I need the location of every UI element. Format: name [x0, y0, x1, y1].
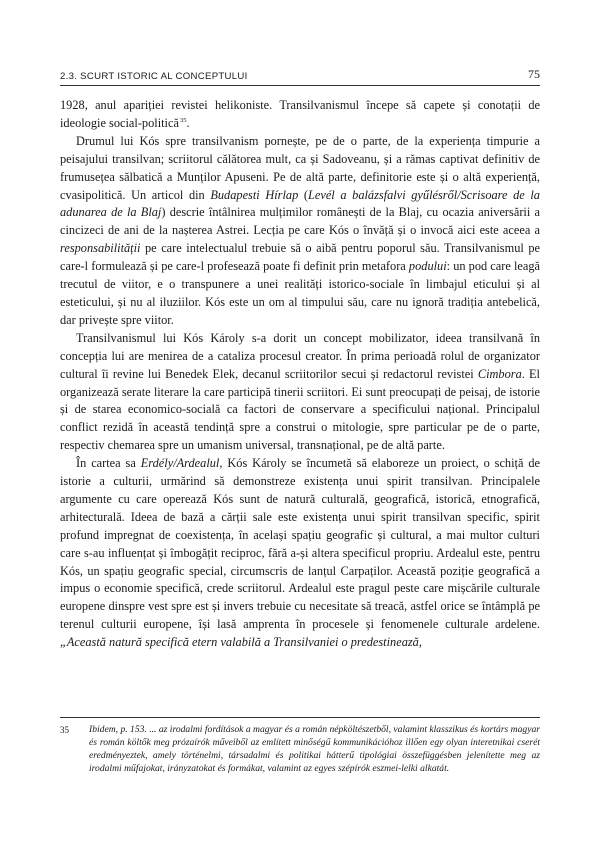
footnote-text: Ibidem, p. 153. ... az irodalmi fordítások a magyar és a román népköltészetből, valamint klasszikus és kortárs magyar és román költők meg prózaírók műveiből az említett minőségű kommunikációhoz illően egy olyan interetnikai cserét eredményeztek, amely történelmi, társadalmi és politikai hátterű tipológiai összefüggésben jelenítette meg az irodalmi műfajokat, irányzatokat és formákat, valamint az egyes szépírók eszmei-lelki alkatát. — [89, 724, 540, 774]
paragraph-1: 1928, anul apariției revistei helikoniste. Transilvanismul începe să capete și conotații de ideologie social-politică$^{35}$. — [60, 98, 540, 130]
body-text — [60, 97, 540, 652]
footnote-number: 35 — [60, 725, 69, 735]
page-number: 75 — [528, 67, 540, 81]
footnote — [60, 724, 540, 776]
section-title: 2.3. SCURT ISTORIC AL CONCEPTULUI — [60, 71, 248, 82]
paragraph-2: Drumul lui Kós spre transilvanism pornește, pe de o parte, de la experiența timpurie a peisajului transilvan; scriitorul călătorea mult, ca și Sadoveanu, și a rămas captivat definitiv de frumusețea sălbatică a Munților Apuseni. Pe de altă parte, definitorie este și o altă experiență, cvasipolitică. Un articol din Budapesti Hírlap (Levél a balázsfalvi gyűlésről/Scrisoare de la adunarea de la Blaj) descrie întâlnirea mulțimilor românești de la Blaj, cu ocazia aniversării a cincizeci de ani de la nașterea Astrei. Lecția pe care Kós o învăță și o invocă aici este aceea a responsabilității pe care intelectualul trebuie să o aibă pentru poporul său. Transilvanismul pe care-l formulează și pe care-l profesează poate fi definit prin metafora podului: un pod care leagă trecutul de viitor, e o transpunere a unei realități istorico-sociale în limbajul eticului și al esteticului, și nu al iluziilor. Kós este un om al timpului său, care nu ignoră tradiția antebelică, dar privește spre viitor. — [60, 133, 541, 327]
footnote-reference[interactable]: 35 — [179, 116, 187, 124]
footnote-divider — [60, 717, 540, 718]
paragraph-3: Transilvanismul lui Kós Károly s-a dorit un concept mobilizator, ideea transilvană în concepția lui are menirea de a cataliza procesul creator. În prima perioadă rolul de organizator cultural îi revine lui Benedek Elek, decanul scriitorilor secui și redactorul revistei Cimbora. El organizează serate literare la care participă tinerii scriitori. Ei sunt preocupați de peisaj, de istorie și de starea economico-socială ca factori de conservare a specificului național. Principalul conflict rezidă în această tendință spre a construi o mitologie, spre particular pe de o parte, respectiv chemarea spre un umanism universal, transnațional, pe de altă parte. — [60, 330, 540, 453]
paragraph-4: În cartea sa Erdély/Ardealul, Kós Károly se încumetă să elaboreze un proiect, o schiță de istorie a culturii, urmărind să demonstreze existența unui spirit transilvan. Principalele argumente cu care operează Kós sunt de natură culturală, geografică, istorică, etnografică, arhitecturală. Ideea de bază a cărții sale este existența unui spirit transilvan specific, spirit profund impregnat de coexistența, în același spațiu geografic și cultural, a mai multor culturi care s-au influențat și îmbogățit reciproc, fără a-și altera specificul propriu. Ardealul este, pentru Kós, un spațiu geografic special, circumscris de lanțul Carpaților. Această poziție geografică a impus o economie specifică, crede scriitorul. Ardealul este pragul peste care mișcările culturale europene dinspre vest spre est și invers trebuie cu necesitate să treacă, astfel orice se întâmplă pe terenul culturii europene, își lasă amprenta în procesele și fenomenele culturale ardelene. „Această natură specifică etern valabilă a Transilvaniei o predestinează, — [60, 456, 540, 650]
running-header — [60, 63, 540, 86]
